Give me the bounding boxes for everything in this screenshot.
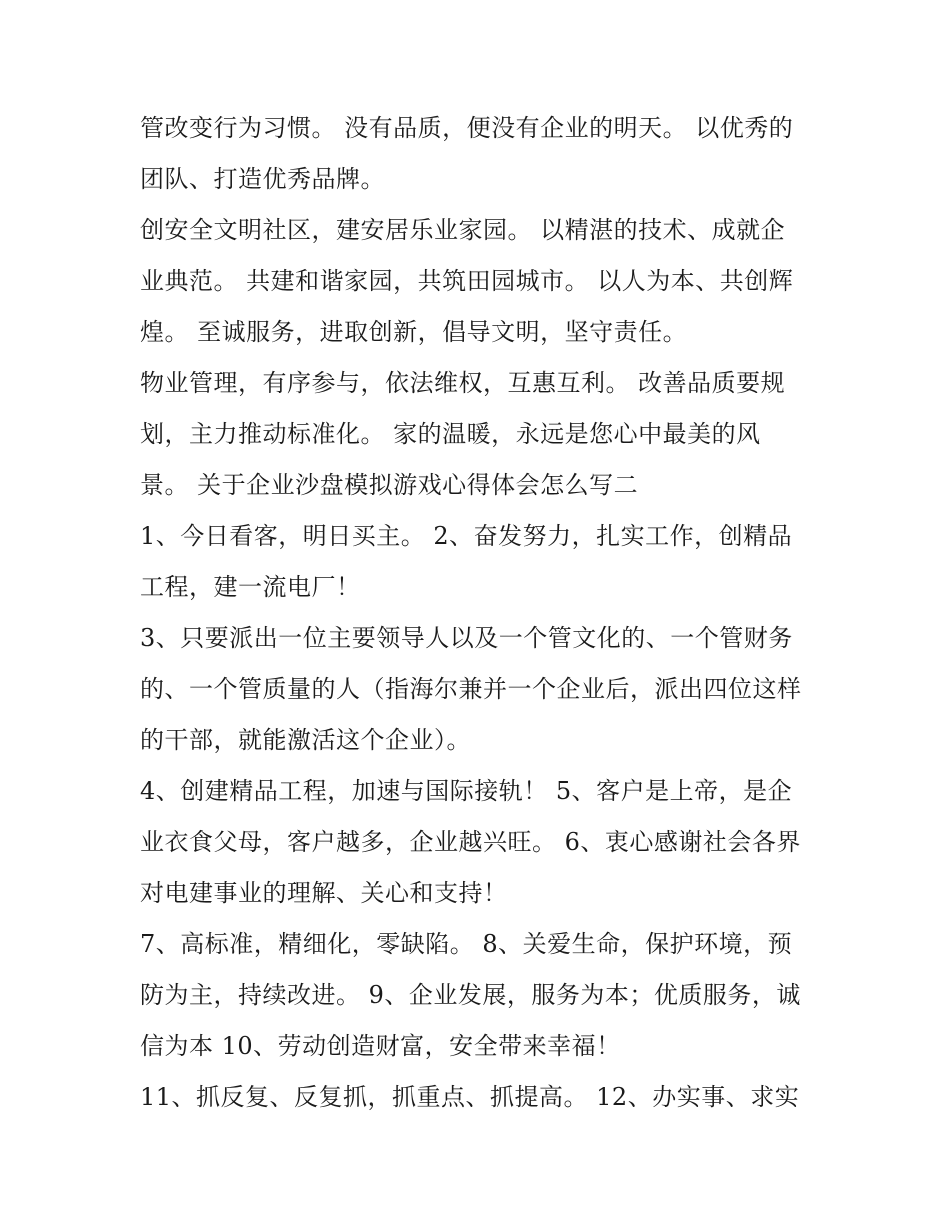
text-line: 防为主，持续改进。 9、企业发展，服务为本；优质服务，诚: [140, 981, 801, 1009]
text-line: 1、今日看客，明日买主。 2、奋发努力，扎实工作，创精品: [140, 522, 793, 550]
text-line: 业典范。 共建和谐家园，共筑田园城市。 以人为本、共创辉: [140, 267, 794, 295]
paragraph-1: [140, 103, 830, 205]
text-line: 的干部，就能激活这个企业）。: [140, 726, 471, 754]
text-line: 划，主力推动标准化。 家的温暖，永远是您心中最美的风: [140, 420, 761, 448]
paragraph-8: [140, 1072, 830, 1123]
paragraph-6: [140, 766, 830, 919]
text-line: 7、高标准，精细化，零缺陷。 8、关爱生命，保护环境，预: [140, 930, 793, 958]
paragraph-7: [140, 919, 830, 1072]
paragraph-2: [140, 205, 830, 358]
text-line: 的、一个管质量的人（指海尔兼并一个企业后，派出四位这样: [140, 675, 802, 703]
text-line: 业衣食父母，客户越多，企业越兴旺。 6、衷心感谢社会各界: [140, 828, 801, 856]
text-line: 工程，建一流电厂！: [140, 573, 361, 601]
text-line: 11、抓反复、反复抓，抓重点、抓提高。 12、办实事、求实: [140, 1083, 800, 1111]
document-body: [140, 103, 830, 1123]
text-line: 景。 关于企业沙盘模拟游戏心得体会怎么写二: [140, 471, 639, 499]
text-line: 对电建事业的理解、关心和支持！: [140, 879, 508, 907]
text-line: 3、只要派出一位主要领导人以及一个管文化的、一个管财务: [140, 624, 793, 652]
text-line: 管改变行为习惯。 没有品质，便没有企业的明天。 以优秀的: [140, 114, 794, 142]
text-line: 物业管理，有序参与，依法维权，互惠互利。 改善品质要规: [140, 369, 786, 397]
text-line: 信为本 10、劳动创造财富，安全带来幸福！: [140, 1032, 621, 1060]
text-line: 煌。 至诚服务，进取创新，倡导文明，坚守责任。: [140, 318, 688, 346]
paragraph-5: [140, 613, 830, 766]
text-line: 4、创建精品工程，加速与国际接轨！ 5、客户是上帝，是企: [140, 777, 793, 805]
paragraph-4: [140, 511, 830, 613]
paragraph-3: [140, 358, 830, 511]
text-line: 团队、打造优秀品牌。: [140, 165, 385, 193]
text-line: 创安全文明社区，建安居乐业家园。 以精湛的技术、成就企: [140, 216, 786, 244]
